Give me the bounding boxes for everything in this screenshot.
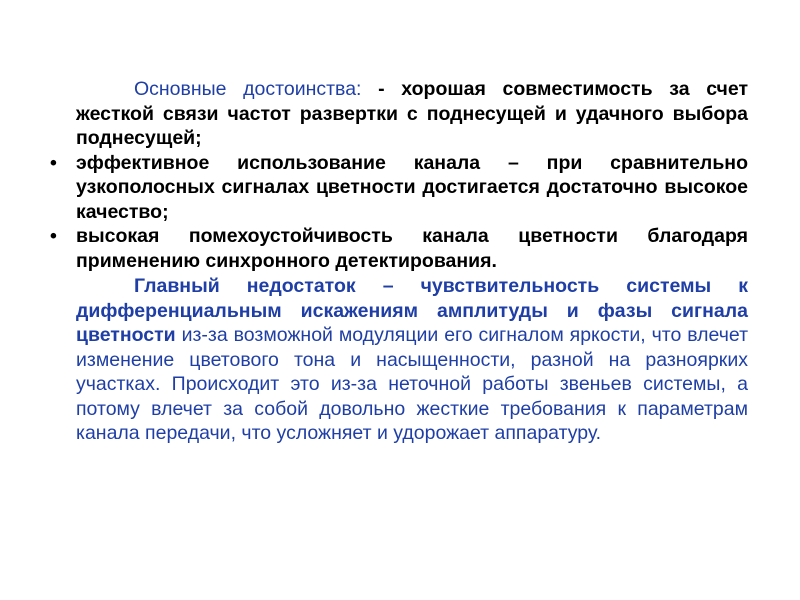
advantage-item: • эффективное использование канала – при сравнительно узкополосных сигналах цветности достигается достаточно высокое качество;: [76, 151, 748, 225]
advantage-item: • высокая помехоустойчивость канала цветности благодаря применению синхронного детектирования.: [76, 224, 748, 273]
advantages-intro: - хорошая совместимость за счет жесткой связи частот развертки с поднесущей и удачного выбора поднесущей;: [76, 78, 748, 149]
disadvantage-paragraph: [76, 274, 748, 446]
advantages-paragraph: [76, 77, 748, 151]
advantages-list: [76, 151, 748, 274]
disadvantage-body: из-за возможной модуляции его сигналом яркости, что влечет изменение цветового тона и насыщенности, разной на разноярких участках. Происходит это из-за неточной работы звеньев системы, а потому влечет за собой довольно жесткие требования к параметрам канала передачи, что усложняет и удорожает аппаратуру.: [76, 324, 748, 444]
advantages-heading: Основные достоинства:: [134, 78, 362, 100]
slide-text-block: [76, 77, 748, 446]
disadvantage-heading: Главный недостаток – чувствительность системы к дифференциальным искажениям амплитуды и фазы сигнала цветности: [76, 275, 748, 346]
